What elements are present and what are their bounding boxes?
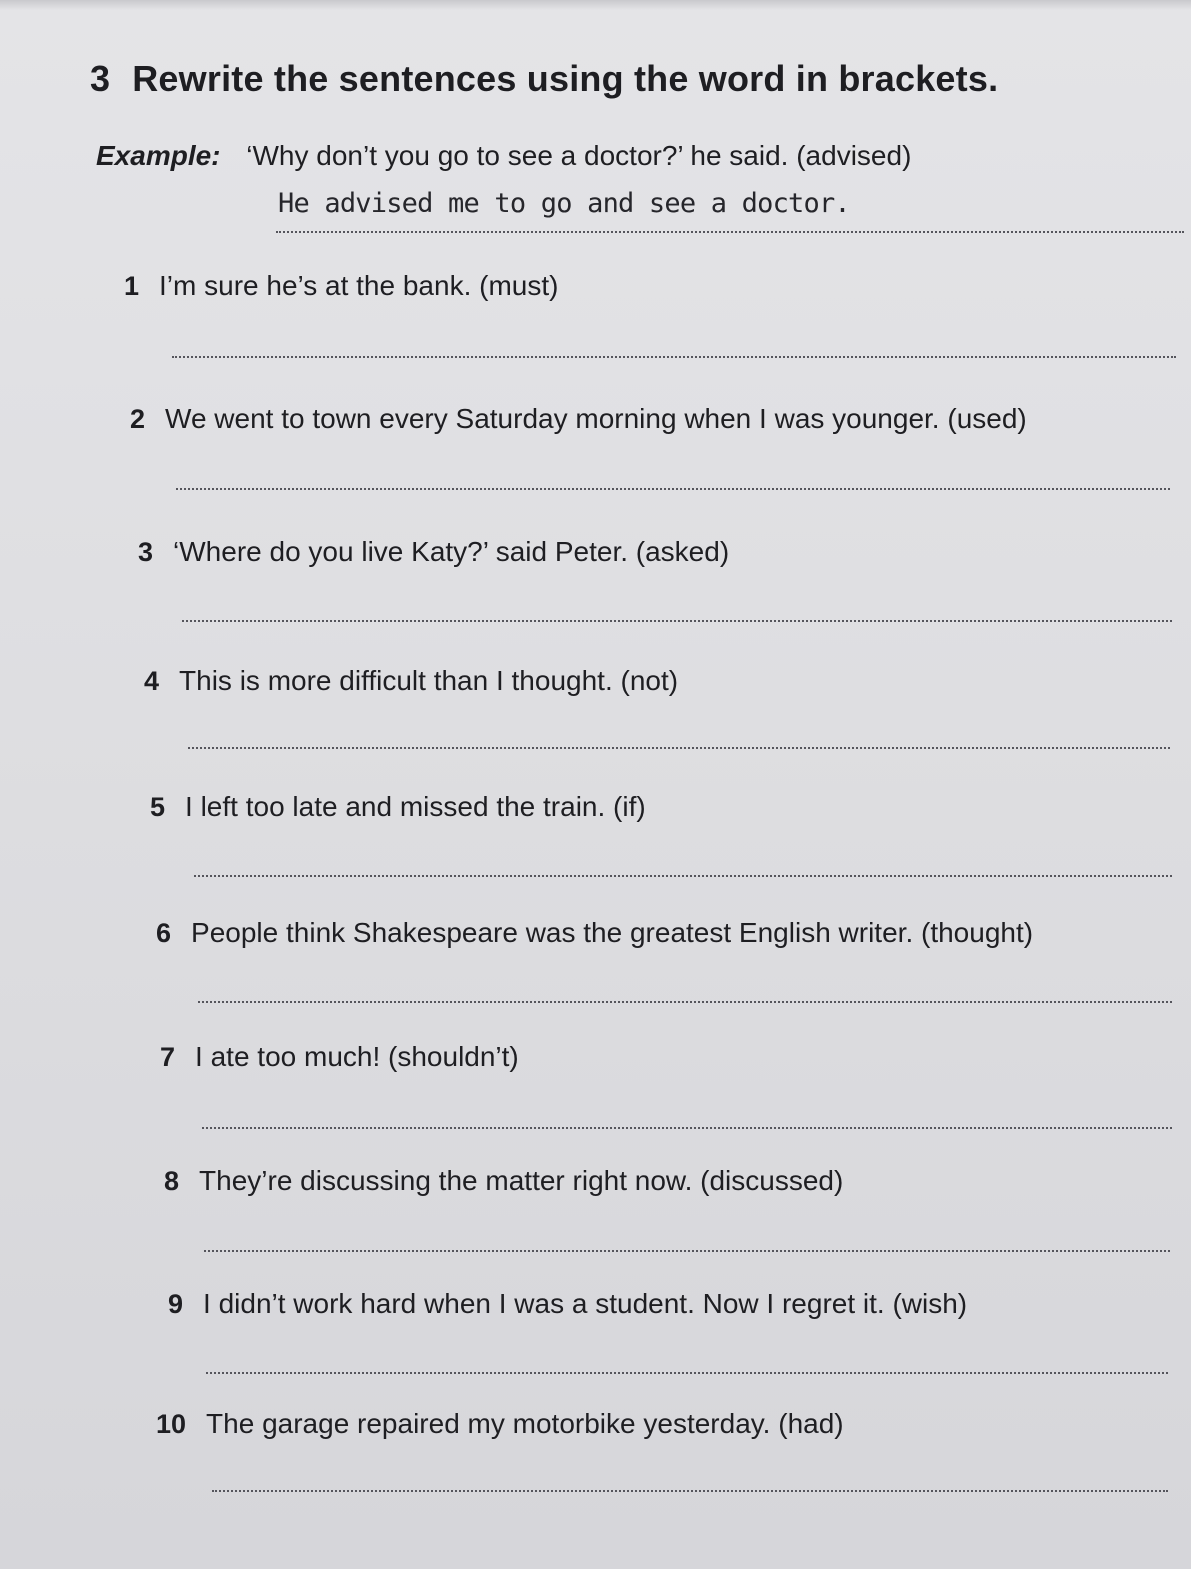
question-number: 4: [144, 666, 160, 696]
exercise-heading: [90, 58, 998, 100]
question-number: 6: [156, 918, 172, 948]
question-7: [160, 1041, 519, 1073]
question-text: They’re discussing the matter right now. (discussed): [199, 1165, 844, 1196]
example-sentence: [96, 140, 911, 172]
question-number: 3: [138, 537, 154, 567]
question-10: [156, 1408, 844, 1440]
answer-line-1[interactable]: [172, 356, 1176, 358]
question-text: The garage repaired my motorbike yesterday. (had): [206, 1408, 844, 1439]
question-5: [150, 791, 646, 823]
question-text: I left too late and missed the train. (if): [185, 791, 646, 822]
answer-line-10[interactable]: [212, 1490, 1168, 1492]
example-answer-line: [276, 231, 1184, 233]
question-1: [124, 270, 558, 302]
question-8: [164, 1165, 843, 1197]
answer-line-4[interactable]: [188, 747, 1170, 749]
question-2: [130, 403, 1027, 435]
question-text: I’m sure he’s at the bank. (must): [159, 270, 559, 301]
question-number: 10: [156, 1409, 187, 1439]
answer-line-6[interactable]: [198, 1001, 1172, 1003]
answer-line-7[interactable]: [202, 1127, 1172, 1129]
exercise-number: 3: [90, 58, 111, 99]
question-text: People think Shakespeare was the greatest English writer. (thought): [191, 917, 1034, 948]
question-text: ‘Where do you live Katy?’ said Peter. (asked): [173, 536, 730, 567]
answer-line-8[interactable]: [204, 1250, 1170, 1252]
page-top-edge: [0, 0, 1191, 10]
answer-line-2[interactable]: [176, 488, 1170, 490]
exercise-instruction: Rewrite the sentences using the word in brackets.: [132, 58, 999, 99]
question-text: This is more difficult than I thought. (not): [179, 665, 679, 696]
question-number: 9: [168, 1289, 184, 1319]
question-4: [144, 665, 678, 697]
answer-line-3[interactable]: [182, 620, 1172, 622]
question-text: I ate too much! (shouldn’t): [195, 1041, 519, 1072]
question-number: 5: [150, 792, 166, 822]
question-number: 8: [164, 1166, 180, 1196]
answer-line-9[interactable]: [206, 1372, 1168, 1374]
question-text: We went to town every Saturday morning when I was younger. (used): [165, 403, 1027, 434]
question-9: [168, 1288, 967, 1320]
example-text: ‘Why don’t you go to see a doctor?’ he said. (advised): [246, 140, 912, 171]
question-number: 1: [124, 271, 140, 301]
question-text: I didn’t work hard when I was a student. Now I regret it. (wish): [203, 1288, 968, 1319]
example-answer: He advised me to go and see a doctor.: [278, 188, 850, 219]
answer-line-5[interactable]: [194, 875, 1172, 877]
question-number: 7: [160, 1042, 176, 1072]
example-label: Example:: [96, 140, 221, 171]
question-number: 2: [130, 404, 146, 434]
question-6: [156, 917, 1033, 949]
question-3: [138, 536, 729, 568]
